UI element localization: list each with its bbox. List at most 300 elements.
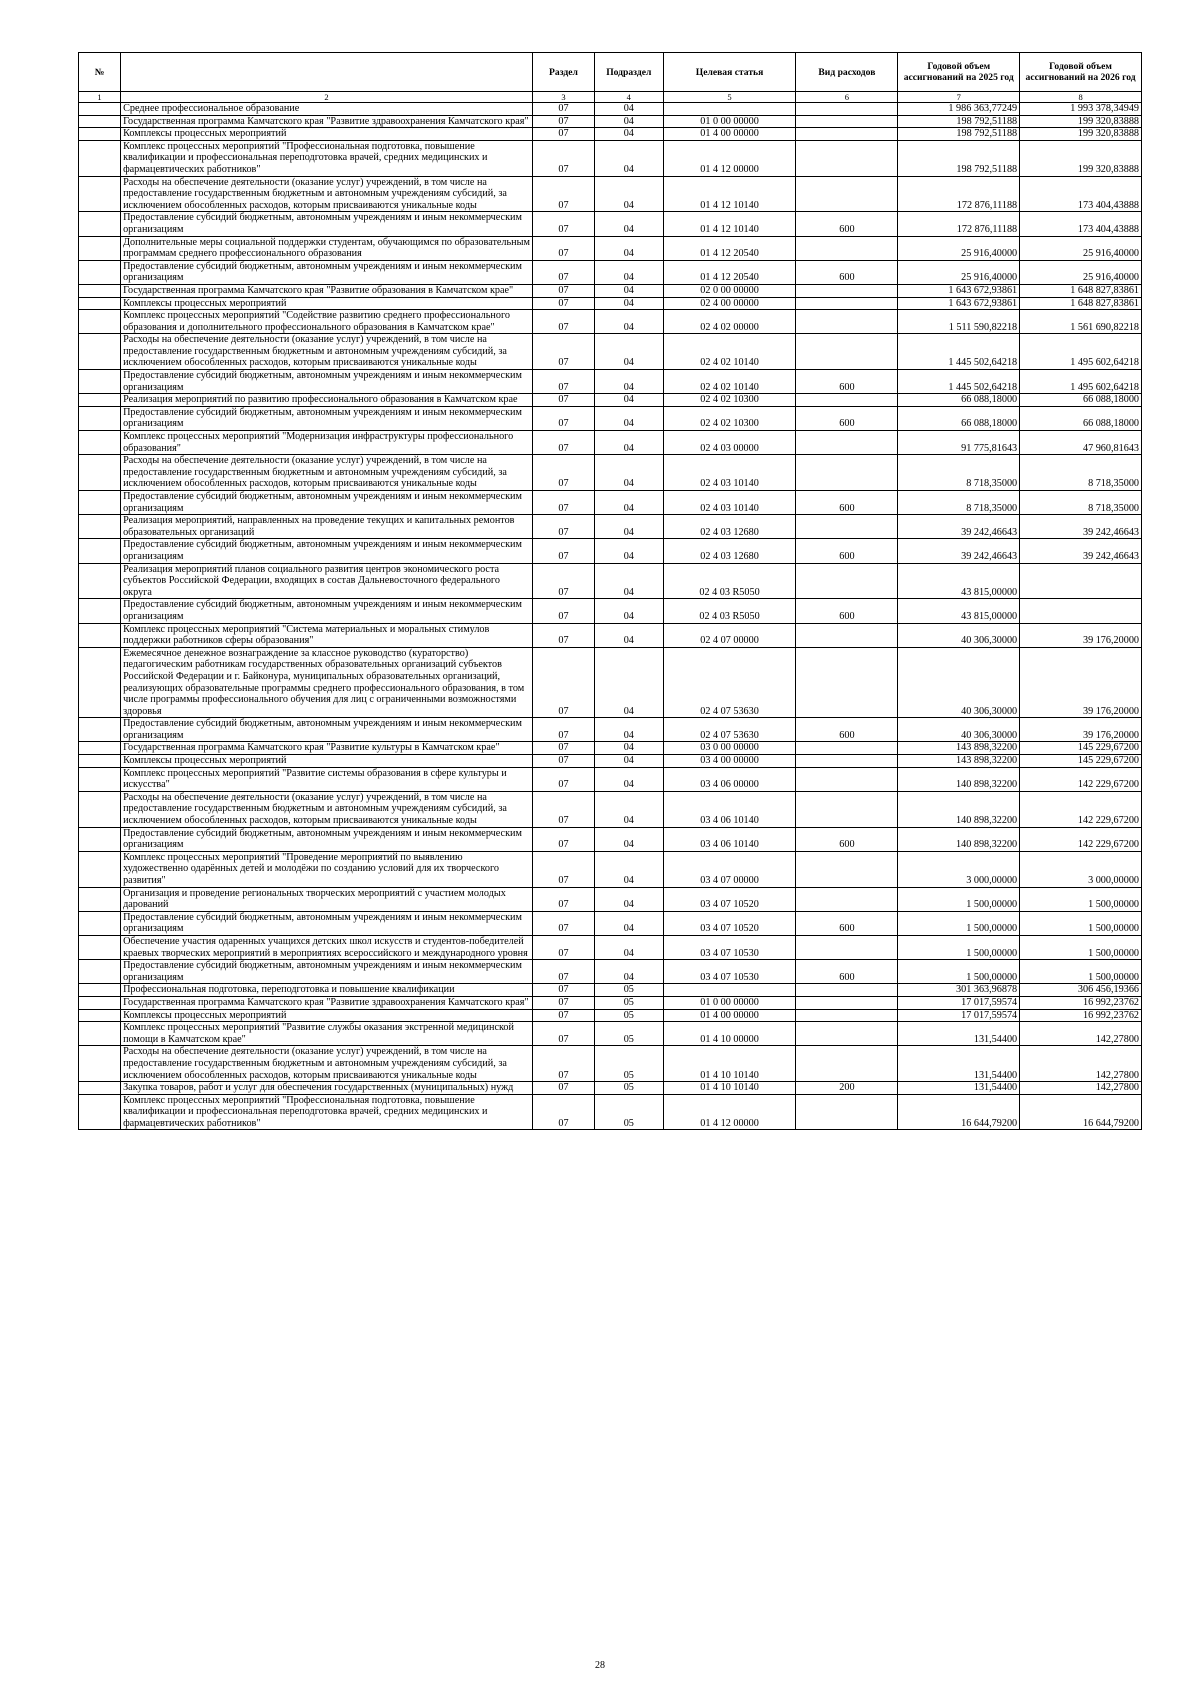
item-name-cell: Государственная программа Камчатского края "Развитие образования в Камчатском крае" [121, 284, 533, 297]
target-code-cell: 03 4 06 00000 [663, 767, 796, 791]
section-cell: 07 [532, 718, 594, 742]
target-code-cell: 03 4 07 10530 [663, 935, 796, 959]
section-cell: 07 [532, 960, 594, 984]
amount-2025-cell: 16 644,79200 [898, 1094, 1020, 1130]
row-number-cell [79, 334, 121, 370]
expense-type-cell [796, 623, 898, 647]
subsection-cell: 04 [594, 431, 663, 455]
target-code-cell: 03 0 00 00000 [663, 742, 796, 755]
section-cell: 07 [532, 911, 594, 935]
expense-type-cell [796, 140, 898, 176]
amount-2026-cell: 25 916,40000 [1020, 260, 1142, 284]
section-cell: 07 [532, 431, 594, 455]
section-cell: 07 [532, 310, 594, 334]
item-name-cell: Расходы на обеспечение деятельности (оказание услуг) учреждений, в том числе на предоставление государственным бюджетным и автономным учреждениям субсидий, за исключением обособленных расходов, которым присваиваются уникальные коды [121, 791, 533, 827]
expense-type-cell [796, 128, 898, 141]
amount-2025-cell: 143 898,32200 [898, 755, 1020, 768]
table-row [79, 236, 1142, 260]
amount-2025-cell: 40 306,30000 [898, 623, 1020, 647]
target-code-cell [663, 984, 796, 997]
amount-2026-cell: 199 320,83888 [1020, 128, 1142, 141]
target-code-cell: 01 4 12 00000 [663, 140, 796, 176]
row-number-cell [79, 599, 121, 623]
table-row [79, 887, 1142, 911]
amount-2025-cell: 198 792,51188 [898, 115, 1020, 128]
row-number-cell [79, 791, 121, 827]
expense-type-cell [796, 1094, 898, 1130]
subsection-cell: 05 [594, 984, 663, 997]
subsection-cell: 04 [594, 960, 663, 984]
item-name-cell: Комплекс процессных мероприятий "Профессиональная подготовка, повышение квалификации и профессиональная переподготовка врачей, средних медицинских и фармацевтических работников" [121, 140, 533, 176]
subsection-cell: 05 [594, 1094, 663, 1130]
item-name-cell: Комплекс процессных мероприятий "Развитие службы оказания экстренной медицинской помощи в Камчатском крае" [121, 1022, 533, 1046]
header-amount-2025: Годовой объем ассигнований на 2025 год [898, 53, 1020, 92]
section-cell: 07 [532, 996, 594, 1009]
expense-type-cell: 600 [796, 406, 898, 430]
subsection-cell: 04 [594, 563, 663, 599]
subsection-cell: 04 [594, 212, 663, 236]
item-name-cell: Комплексы процессных мероприятий [121, 297, 533, 310]
row-number-cell [79, 1009, 121, 1022]
amount-2025-cell: 198 792,51188 [898, 128, 1020, 141]
expense-type-cell: 600 [796, 718, 898, 742]
expense-type-cell [796, 103, 898, 116]
item-name-cell: Предоставление субсидий бюджетным, автономным учреждениям и иным некоммерческим организациям [121, 960, 533, 984]
section-cell: 07 [532, 984, 594, 997]
table-row [79, 1022, 1142, 1046]
row-number-cell [79, 911, 121, 935]
amount-2025-cell: 17 017,59574 [898, 1009, 1020, 1022]
item-name-cell: Реализация мероприятий по развитию профессионального образования в Камчатском крае [121, 394, 533, 407]
header-subsection: Подраздел [594, 53, 663, 92]
amount-2025-cell: 172 876,11188 [898, 176, 1020, 212]
item-name-cell: Расходы на обеспечение деятельности (оказание услуг) учреждений, в том числе на предоставление государственным бюджетным и автономным учреждениям субсидий, за исключением обособленных расходов, которым присваиваются уникальные коды [121, 334, 533, 370]
section-cell: 07 [532, 140, 594, 176]
target-code-cell: 02 4 00 00000 [663, 297, 796, 310]
expense-type-cell [796, 851, 898, 887]
target-code-cell: 02 0 00 00000 [663, 284, 796, 297]
expense-type-cell [796, 236, 898, 260]
expense-type-cell [796, 996, 898, 1009]
amount-2025-cell: 198 792,51188 [898, 140, 1020, 176]
row-number-cell [79, 1082, 121, 1095]
row-number-cell [79, 887, 121, 911]
subsection-cell: 05 [594, 1046, 663, 1082]
amount-2026-cell: 1 993 378,34949 [1020, 103, 1142, 116]
item-name-cell: Предоставление субсидий бюджетным, автономным учреждениям и иным некоммерческим организациям [121, 599, 533, 623]
row-number-cell [79, 623, 121, 647]
expense-type-cell: 200 [796, 1082, 898, 1095]
subsection-cell: 04 [594, 115, 663, 128]
expense-type-cell [796, 1022, 898, 1046]
amount-2026-cell: 1 495 602,64218 [1020, 370, 1142, 394]
header-name [121, 53, 533, 92]
table-row [79, 599, 1142, 623]
section-cell: 07 [532, 623, 594, 647]
header-expense-type: Вид расходов [796, 53, 898, 92]
target-code-cell: 03 4 06 10140 [663, 827, 796, 851]
target-code-cell: 03 4 07 10520 [663, 911, 796, 935]
item-name-cell: Расходы на обеспечение деятельности (оказание услуг) учреждений, в том числе на предоставление государственным бюджетным и автономным учреждениям субсидий, за исключением обособленных расходов, которым присваиваются уникальные коды [121, 455, 533, 491]
expense-type-cell [796, 791, 898, 827]
amount-2025-cell: 3 000,00000 [898, 851, 1020, 887]
expense-type-cell [796, 887, 898, 911]
page-number: 28 [595, 1660, 605, 1671]
item-name-cell: Предоставление субсидий бюджетным, автономным учреждениям и иным некоммерческим организациям [121, 406, 533, 430]
item-name-cell: Государственная программа Камчатского края "Развитие культуры в Камчатском крае" [121, 742, 533, 755]
section-cell: 07 [532, 260, 594, 284]
expense-type-cell: 600 [796, 827, 898, 851]
amount-2026-cell: 1 648 827,83861 [1020, 284, 1142, 297]
subsection-cell: 04 [594, 887, 663, 911]
amount-2025-cell: 25 916,40000 [898, 236, 1020, 260]
table-row [79, 310, 1142, 334]
section-cell: 07 [532, 394, 594, 407]
budget-table [78, 52, 1142, 1130]
row-number-cell [79, 755, 121, 768]
subsection-cell: 05 [594, 1009, 663, 1022]
column-number: 5 [663, 92, 796, 103]
section-cell: 07 [532, 1009, 594, 1022]
amount-2025-cell: 1 500,00000 [898, 911, 1020, 935]
amount-2026-cell: 1 561 690,82218 [1020, 310, 1142, 334]
amount-2025-cell: 140 898,32200 [898, 791, 1020, 827]
expense-type-cell [796, 515, 898, 539]
item-name-cell: Предоставление субсидий бюджетным, автономным учреждениям и иным некоммерческим организациям [121, 911, 533, 935]
amount-2026-cell: 145 229,67200 [1020, 755, 1142, 768]
item-name-cell: Предоставление субсидий бюджетным, автономным учреждениям и иным некоммерческим организациям [121, 260, 533, 284]
amount-2025-cell: 8 718,35000 [898, 491, 1020, 515]
item-name-cell: Ежемесячное денежное вознаграждение за классное руководство (кураторство) педагогическим работникам государственных образовательных организаций субъектов Российской Федерации и г. Байконура, муниципальных образовательных организаций, реализующих образовательные программы среднего профессионального образования, в том числе программы профессионального обучения для лиц с ограниченными возможностями здоровья [121, 647, 533, 718]
table-row [79, 260, 1142, 284]
section-cell: 07 [532, 491, 594, 515]
subsection-cell: 04 [594, 236, 663, 260]
item-name-cell: Предоставление субсидий бюджетным, автономным учреждениям и иным некоммерческим организациям [121, 718, 533, 742]
table-row [79, 431, 1142, 455]
subsection-cell: 04 [594, 755, 663, 768]
amount-2026-cell: 199 320,83888 [1020, 140, 1142, 176]
item-name-cell: Предоставление субсидий бюджетным, автономным учреждениям и иным некоммерческим организациям [121, 827, 533, 851]
item-name-cell: Предоставление субсидий бюджетным, автономным учреждениям и иным некоммерческим организациям [121, 491, 533, 515]
column-number: 1 [79, 92, 121, 103]
amount-2025-cell: 17 017,59574 [898, 996, 1020, 1009]
amount-2025-cell: 140 898,32200 [898, 827, 1020, 851]
amount-2026-cell: 145 229,67200 [1020, 742, 1142, 755]
section-cell: 07 [532, 755, 594, 768]
target-code-cell: 01 4 12 20540 [663, 260, 796, 284]
row-number-cell [79, 827, 121, 851]
amount-2025-cell: 1 511 590,82218 [898, 310, 1020, 334]
expense-type-cell [796, 647, 898, 718]
table-row [79, 515, 1142, 539]
table-row [79, 851, 1142, 887]
section-cell: 07 [532, 406, 594, 430]
subsection-cell: 04 [594, 911, 663, 935]
item-name-cell: Комплексы процессных мероприятий [121, 128, 533, 141]
amount-2025-cell: 66 088,18000 [898, 394, 1020, 407]
table-row [79, 539, 1142, 563]
amount-2026-cell: 142 229,67200 [1020, 827, 1142, 851]
target-code-cell: 01 4 12 20540 [663, 236, 796, 260]
amount-2026-cell: 1 500,00000 [1020, 887, 1142, 911]
subsection-cell: 04 [594, 128, 663, 141]
column-number: 8 [1020, 92, 1142, 103]
table-row [79, 984, 1142, 997]
target-code-cell: 02 4 03 12680 [663, 515, 796, 539]
row-number-cell [79, 491, 121, 515]
column-number: 7 [898, 92, 1020, 103]
target-code-cell: 02 4 02 00000 [663, 310, 796, 334]
target-code-cell: 03 4 07 00000 [663, 851, 796, 887]
section-cell: 07 [532, 599, 594, 623]
table-row [79, 140, 1142, 176]
row-number-cell [79, 236, 121, 260]
row-number-cell [79, 1022, 121, 1046]
section-cell: 07 [532, 1082, 594, 1095]
section-cell: 07 [532, 212, 594, 236]
target-code-cell: 02 4 03 12680 [663, 539, 796, 563]
amount-2026-cell: 142,27800 [1020, 1082, 1142, 1095]
target-code-cell: 01 4 10 10140 [663, 1082, 796, 1095]
section-cell: 07 [532, 851, 594, 887]
item-name-cell: Комплекс процессных мероприятий "Развитие системы образования в сфере культуры и искусства" [121, 767, 533, 791]
table-row [79, 935, 1142, 959]
item-name-cell: Комплекс процессных мероприятий "Модернизация инфраструктуры профессионального образования" [121, 431, 533, 455]
item-name-cell: Комплекс процессных мероприятий "Система материальных и моральных стимулов поддержки работников сферы образования" [121, 623, 533, 647]
subsection-cell: 05 [594, 1022, 663, 1046]
section-cell: 07 [532, 1046, 594, 1082]
header-row [79, 53, 1142, 92]
table-row [79, 212, 1142, 236]
subsection-cell: 04 [594, 310, 663, 334]
amount-2025-cell: 301 363,96878 [898, 984, 1020, 997]
amount-2026-cell: 39 176,20000 [1020, 623, 1142, 647]
row-number-cell [79, 996, 121, 1009]
subsection-cell: 04 [594, 334, 663, 370]
section-cell: 07 [532, 563, 594, 599]
target-code-cell: 01 4 12 10140 [663, 212, 796, 236]
amount-2026-cell: 1 500,00000 [1020, 935, 1142, 959]
expense-type-cell [796, 563, 898, 599]
subsection-cell: 05 [594, 1082, 663, 1095]
subsection-cell: 05 [594, 996, 663, 1009]
row-number-cell [79, 1094, 121, 1130]
amount-2026-cell: 1 500,00000 [1020, 911, 1142, 935]
item-name-cell: Расходы на обеспечение деятельности (оказание услуг) учреждений, в том числе на предоставление государственным бюджетным и автономным учреждениям субсидий, за исключением обособленных расходов, которым присваиваются уникальные коды [121, 1046, 533, 1082]
item-name-cell: Комплексы процессных мероприятий [121, 755, 533, 768]
amount-2025-cell: 43 815,00000 [898, 563, 1020, 599]
amount-2025-cell: 40 306,30000 [898, 718, 1020, 742]
table-row [79, 791, 1142, 827]
target-code-cell: 02 4 02 10140 [663, 334, 796, 370]
subsection-cell: 04 [594, 851, 663, 887]
row-number-cell [79, 718, 121, 742]
row-number-cell [79, 128, 121, 141]
column-number: 2 [121, 92, 533, 103]
table-row [79, 563, 1142, 599]
table-row [79, 911, 1142, 935]
target-code-cell: 02 4 03 10140 [663, 455, 796, 491]
section-cell: 07 [532, 128, 594, 141]
item-name-cell: Реализация мероприятий, направленных на проведение текущих и капитальных ремонтов образовательных организаций [121, 515, 533, 539]
section-cell: 07 [532, 236, 594, 260]
table-row [79, 103, 1142, 116]
row-number-cell [79, 767, 121, 791]
target-code-cell: 02 4 07 53630 [663, 718, 796, 742]
expense-type-cell: 600 [796, 539, 898, 563]
subsection-cell: 04 [594, 491, 663, 515]
amount-2026-cell: 8 718,35000 [1020, 491, 1142, 515]
expense-type-cell [796, 334, 898, 370]
column-number: 3 [532, 92, 594, 103]
section-cell: 07 [532, 767, 594, 791]
target-code-cell: 01 4 00 00000 [663, 1009, 796, 1022]
amount-2026-cell [1020, 563, 1142, 599]
subsection-cell: 04 [594, 455, 663, 491]
expense-type-cell: 600 [796, 911, 898, 935]
amount-2026-cell: 173 404,43888 [1020, 176, 1142, 212]
amount-2026-cell: 39 242,46643 [1020, 539, 1142, 563]
item-name-cell: Комплексы процессных мероприятий [121, 1009, 533, 1022]
amount-2025-cell: 131,54400 [898, 1046, 1020, 1082]
section-cell: 07 [532, 742, 594, 755]
row-number-cell [79, 851, 121, 887]
target-code-cell: 01 0 00 00000 [663, 115, 796, 128]
amount-2025-cell: 40 306,30000 [898, 647, 1020, 718]
amount-2026-cell: 16 644,79200 [1020, 1094, 1142, 1130]
subsection-cell: 04 [594, 742, 663, 755]
amount-2026-cell: 16 992,23762 [1020, 1009, 1142, 1022]
table-row [79, 406, 1142, 430]
section-cell: 07 [532, 827, 594, 851]
amount-2026-cell: 142,27800 [1020, 1046, 1142, 1082]
subsection-cell: 04 [594, 176, 663, 212]
table-row [79, 742, 1142, 755]
row-number-cell [79, 539, 121, 563]
amount-2025-cell: 8 718,35000 [898, 455, 1020, 491]
row-number-cell [79, 455, 121, 491]
subsection-cell: 04 [594, 718, 663, 742]
table-row [79, 718, 1142, 742]
row-number-cell [79, 406, 121, 430]
subsection-cell: 04 [594, 140, 663, 176]
amount-2025-cell: 1 500,00000 [898, 960, 1020, 984]
item-name-cell: Реализация мероприятий планов социального развития центров экономического роста субъектов Российской Федерации, входящих в состав Дальневосточного федерального округа [121, 563, 533, 599]
subsection-cell: 04 [594, 647, 663, 718]
header-no: № [79, 53, 121, 92]
expense-type-cell [796, 935, 898, 959]
target-code-cell: 01 0 00 00000 [663, 996, 796, 1009]
amount-2026-cell: 16 992,23762 [1020, 996, 1142, 1009]
table-row [79, 334, 1142, 370]
table-row [79, 1094, 1142, 1130]
table-row [79, 647, 1142, 718]
item-name-cell: Комплекс процессных мероприятий "Содействие развитию среднего профессионального образования и дополнительного профессионального образования в Камчатском крае" [121, 310, 533, 334]
amount-2026-cell: 1 500,00000 [1020, 960, 1142, 984]
expense-type-cell [796, 1009, 898, 1022]
table-row [79, 455, 1142, 491]
row-number-cell [79, 1046, 121, 1082]
target-code-cell: 02 4 02 10140 [663, 370, 796, 394]
item-name-cell: Государственная программа Камчатского края "Развитие здравоохранения Камчатского края" [121, 996, 533, 1009]
table-row [79, 827, 1142, 851]
row-number-cell [79, 176, 121, 212]
target-code-cell: 01 4 00 00000 [663, 128, 796, 141]
item-name-cell: Комплекс процессных мероприятий "Проведение мероприятий по выявлению художественно одарённых детей и молодёжи по созданию условий для их творческого развития" [121, 851, 533, 887]
section-cell: 07 [532, 103, 594, 116]
amount-2025-cell: 66 088,18000 [898, 406, 1020, 430]
section-cell: 07 [532, 115, 594, 128]
expense-type-cell [796, 310, 898, 334]
section-cell: 07 [532, 647, 594, 718]
item-name-cell: Комплекс процессных мероприятий "Профессиональная подготовка, повышение квалификации и профессиональная переподготовка врачей, средних медицинских и фармацевтических работников" [121, 1094, 533, 1130]
header-target: Целевая статья [663, 53, 796, 92]
amount-2026-cell: 142 229,67200 [1020, 791, 1142, 827]
row-number-cell [79, 984, 121, 997]
amount-2025-cell: 131,54400 [898, 1022, 1020, 1046]
section-cell: 07 [532, 515, 594, 539]
target-code-cell: 01 4 12 10140 [663, 176, 796, 212]
header-amount-2026: Годовой объем ассигнований на 2026 год [1020, 53, 1142, 92]
item-name-cell: Предоставление субсидий бюджетным, автономным учреждениям и иным некоммерческим организациям [121, 370, 533, 394]
item-name-cell: Государственная программа Камчатского края "Развитие здравоохранения Камчатского края" [121, 115, 533, 128]
expense-type-cell [796, 984, 898, 997]
amount-2025-cell: 43 815,00000 [898, 599, 1020, 623]
row-number-cell [79, 742, 121, 755]
table-row [79, 767, 1142, 791]
item-name-cell: Профессиональная подготовка, переподготовка и повышение квалификации [121, 984, 533, 997]
target-code-cell: 03 4 07 10530 [663, 960, 796, 984]
subsection-cell: 04 [594, 260, 663, 284]
target-code-cell: 02 4 07 00000 [663, 623, 796, 647]
table-row [79, 960, 1142, 984]
section-cell: 07 [532, 1094, 594, 1130]
target-code-cell: 02 4 02 10300 [663, 394, 796, 407]
expense-type-cell [796, 742, 898, 755]
header-section: Раздел [532, 53, 594, 92]
amount-2025-cell: 1 445 502,64218 [898, 370, 1020, 394]
amount-2026-cell: 142 229,67200 [1020, 767, 1142, 791]
row-number-cell [79, 431, 121, 455]
amount-2026-cell: 306 456,19366 [1020, 984, 1142, 997]
target-code-cell: 02 4 07 53630 [663, 647, 796, 718]
amount-2025-cell: 39 242,46643 [898, 515, 1020, 539]
table-row [79, 996, 1142, 1009]
row-number-cell [79, 515, 121, 539]
amount-2026-cell: 173 404,43888 [1020, 212, 1142, 236]
subsection-cell: 04 [594, 284, 663, 297]
expense-type-cell [796, 455, 898, 491]
expense-type-cell [796, 284, 898, 297]
section-cell: 07 [532, 455, 594, 491]
table-row [79, 491, 1142, 515]
row-number-cell [79, 370, 121, 394]
amount-2025-cell: 140 898,32200 [898, 767, 1020, 791]
amount-2026-cell: 142,27800 [1020, 1022, 1142, 1046]
amount-2025-cell: 1 445 502,64218 [898, 334, 1020, 370]
item-name-cell: Среднее профессиональное образование [121, 103, 533, 116]
subsection-cell: 04 [594, 370, 663, 394]
item-name-cell: Дополнительные меры социальной поддержки студентам, обучающимся по образовательным программам среднего профессионального образования [121, 236, 533, 260]
item-name-cell: Расходы на обеспечение деятельности (оказание услуг) учреждений, в том числе на предоставление государственным бюджетным и автономным учреждениям субсидий, за исключением обособленных расходов, которым присваиваются уникальные коды [121, 176, 533, 212]
subsection-cell: 04 [594, 297, 663, 310]
target-code-cell: 01 4 10 10140 [663, 1046, 796, 1082]
amount-2025-cell: 131,54400 [898, 1082, 1020, 1095]
amount-2026-cell [1020, 599, 1142, 623]
table-row [79, 1082, 1142, 1095]
table-row [79, 115, 1142, 128]
target-code-cell: 02 4 03 00000 [663, 431, 796, 455]
